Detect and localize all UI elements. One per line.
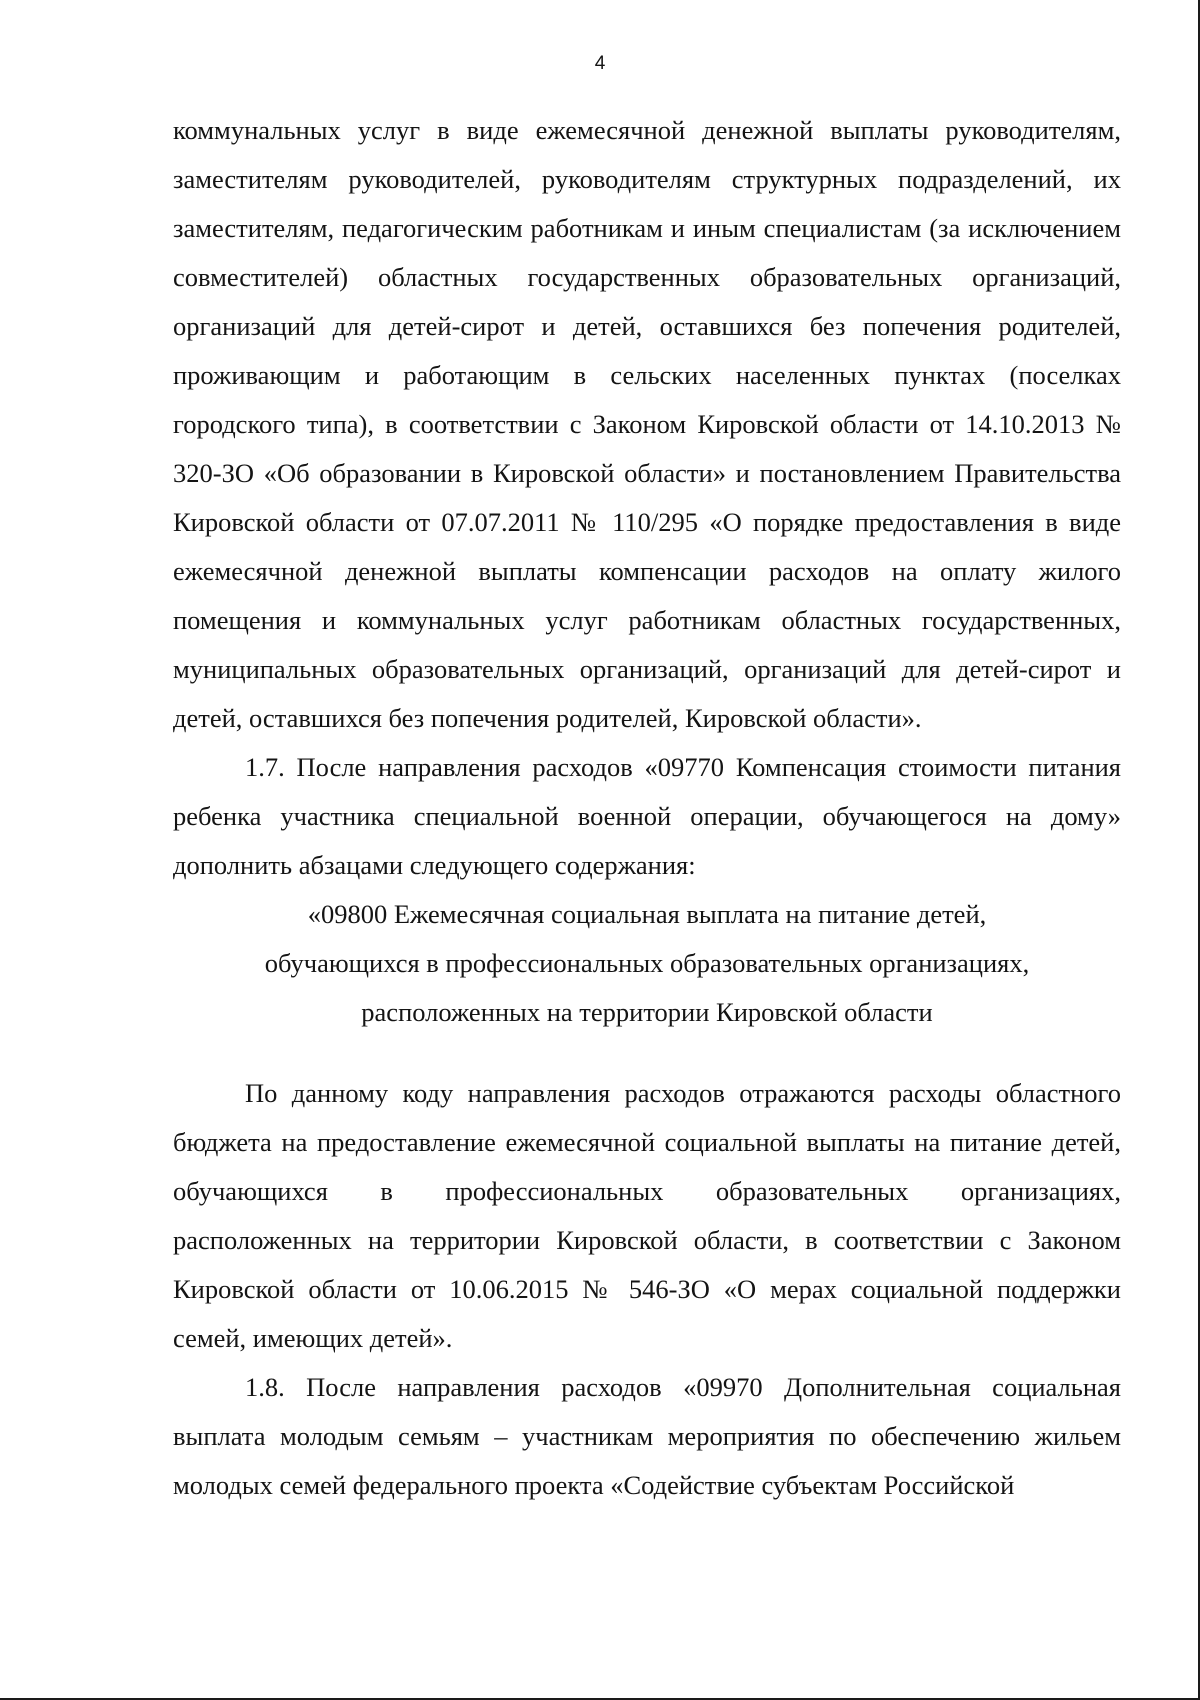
paragraph-item-1-7: 1.7. После направления расходов «09770 Компенсация стоимости питания ребенка участника специальной военной операции, обучающегося на дому» дополнить абзацами следующего содержания: [173,752,1121,880]
paragraph-item-1-8: 1.8. После направления расходов «09970 Дополнительная социальная выплата молодым семьям – участникам мероприятия по обеспечению жильем молодых семей федерального проекта «Содействие субъектам Российской [173,1372,1121,1500]
page-number: 4 [594,53,606,74]
section-heading-line-3: расположенных на территории Кировской области [361,997,933,1027]
section-heading [173,890,1121,1037]
paragraph-continuation: коммунальных услуг в виде ежемесячной денежной выплаты руководителям, заместителям руководителей, руководителям структурных подразделений, их заместителям, педагогическим работникам и иным специалистам (за исключением совместителей) областных государственных образовательных организаций, организаций для детей-сирот и детей, оставшихся без попечения родителей, проживающим и работающим в сельских населенных пунктах (поселках городского типа), в соответствии с Законом Кировской области от 14.10.2013 № 320-ЗО «Об образовании в Кировской области» и постановлением Правительства Кировской области от 07.07.2011 № 110/295 «О порядке предоставления в виде ежемесячной денежной выплаты компенсации расходов на оплату жилого помещения и коммунальных услуг работникам областных государственных, муниципальных образовательных организаций, организаций для детей-сирот и детей, оставшихся без попечения родителей, Кировской области». [173,115,1121,733]
section-heading-line-1: «09800 Ежемесячная социальная выплата на питание детей, [307,899,987,929]
section-heading-line-2: обучающихся в профессиональных образовательных организациях, [264,948,1030,978]
paragraph-code-description: По данному коду направления расходов отражаются расходы областного бюджета на предоставление ежемесячной социальной выплаты на питание детей, обучающихся в профессиональных образовательных организациях, расположенных на территории Кировской области, в соответствии с Законом Кировской области от 10.06.2015 № 546-ЗО «О мерах социальной поддержки семей, имеющих детей». [173,1078,1121,1353]
document-body [173,106,1121,1510]
